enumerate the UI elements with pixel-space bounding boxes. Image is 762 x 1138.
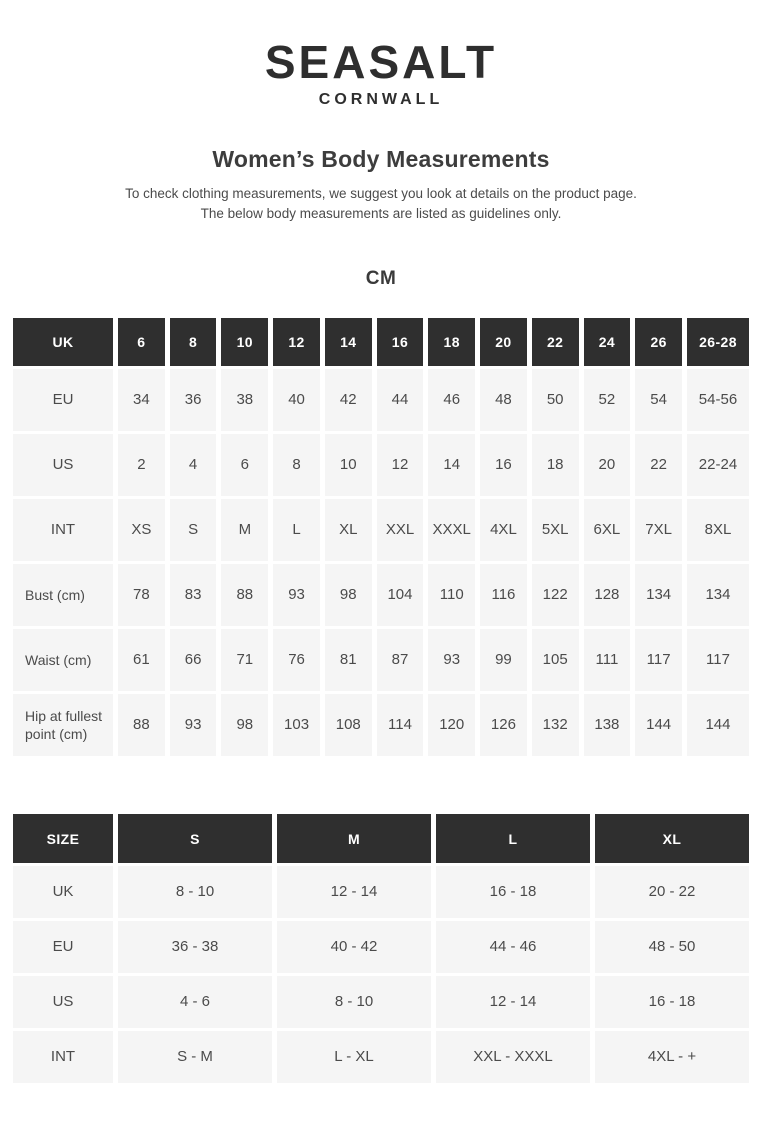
- row-label: INT: [13, 1031, 113, 1083]
- measurements-table: [13, 318, 749, 756]
- brand-logo: SEASALT: [264, 36, 498, 88]
- table-cell: L: [273, 499, 320, 561]
- table-cell: 12 - 14: [436, 976, 590, 1028]
- row-label: Waist (cm): [13, 629, 113, 691]
- table-cell: 6: [221, 434, 268, 496]
- table-cell: 76: [273, 629, 320, 691]
- table-cell: 22: [635, 434, 682, 496]
- table-cell: 108: [325, 694, 372, 756]
- table-cell: 40 - 42: [277, 921, 431, 973]
- table-cell: 8: [273, 434, 320, 496]
- table-cell: 40: [273, 369, 320, 431]
- table-cell: XL: [325, 499, 372, 561]
- table-cell: 48 - 50: [595, 921, 749, 973]
- table-cell: M: [221, 499, 268, 561]
- description-line-2: The below body measurements are listed as guidelines only.: [200, 205, 562, 221]
- column-header: M: [277, 814, 431, 863]
- table-cell: 93: [273, 564, 320, 626]
- description-line-1: To check clothing measurements, we suggest you look at details on the product page.: [125, 186, 637, 202]
- table-cell: 6XL: [584, 499, 631, 561]
- table-cell: 14: [428, 434, 475, 496]
- table-cell: 61: [118, 629, 165, 691]
- row-label: INT: [13, 499, 113, 561]
- page-title: Women’s Body Measurements: [212, 146, 550, 173]
- table-cell: 16 - 18: [436, 866, 590, 918]
- table-cell: 120: [428, 694, 475, 756]
- table-cell: 18: [532, 434, 579, 496]
- table-cell: 20: [584, 434, 631, 496]
- table-cell: 93: [170, 694, 217, 756]
- table-cell: 114: [377, 694, 424, 756]
- table-cell: 4XL - +: [595, 1031, 749, 1083]
- table-cell: 103: [273, 694, 320, 756]
- page-description: [0, 184, 762, 223]
- table-cell: L - XL: [277, 1031, 431, 1083]
- table-cell: XXXL: [428, 499, 475, 561]
- table-cell: 12: [377, 434, 424, 496]
- column-header: 22: [532, 318, 579, 366]
- column-header: 6: [118, 318, 165, 366]
- table-cell: 50: [532, 369, 579, 431]
- column-header: 16: [377, 318, 424, 366]
- column-header: 8: [170, 318, 217, 366]
- column-header: 14: [325, 318, 372, 366]
- table-cell: 34: [118, 369, 165, 431]
- table-cell: 8XL: [687, 499, 749, 561]
- table-cell: 8 - 10: [277, 976, 431, 1028]
- row-label: EU: [13, 921, 113, 973]
- table-cell: 36: [170, 369, 217, 431]
- table-cell: 16 - 18: [595, 976, 749, 1028]
- table-cell: 116: [480, 564, 527, 626]
- table-cell: XXL - XXXL: [436, 1031, 590, 1083]
- table-cell: S - M: [118, 1031, 272, 1083]
- table-cell: 8 - 10: [118, 866, 272, 918]
- table-cell: 44 - 46: [436, 921, 590, 973]
- table-cell: 134: [687, 564, 749, 626]
- table-cell: 4XL: [480, 499, 527, 561]
- table-cell: 132: [532, 694, 579, 756]
- table-cell: 110: [428, 564, 475, 626]
- table-cell: 44: [377, 369, 424, 431]
- table-cell: 4 - 6: [118, 976, 272, 1028]
- table-cell: 104: [377, 564, 424, 626]
- table-cell: 71: [221, 629, 268, 691]
- column-header: 24: [584, 318, 631, 366]
- table-cell: 144: [635, 694, 682, 756]
- column-header: 18: [428, 318, 475, 366]
- table-cell: 126: [480, 694, 527, 756]
- table-cell: 2: [118, 434, 165, 496]
- table-cell: 117: [635, 629, 682, 691]
- table-cell: XXL: [377, 499, 424, 561]
- table-cell: 128: [584, 564, 631, 626]
- table-cell: 78: [118, 564, 165, 626]
- table-cell: 46: [428, 369, 475, 431]
- table-cell: 93: [428, 629, 475, 691]
- column-header: 20: [480, 318, 527, 366]
- column-header: SIZE: [13, 814, 113, 863]
- table-cell: 105: [532, 629, 579, 691]
- column-header: UK: [13, 318, 113, 366]
- table-cell: 138: [584, 694, 631, 756]
- table-cell: 38: [221, 369, 268, 431]
- table-cell: 52: [584, 369, 631, 431]
- table-cell: 111: [584, 629, 631, 691]
- brand-header: [0, 38, 762, 109]
- table-cell: 66: [170, 629, 217, 691]
- table-cell: XS: [118, 499, 165, 561]
- table-cell: 99: [480, 629, 527, 691]
- table-cell: 7XL: [635, 499, 682, 561]
- table-cell: 134: [635, 564, 682, 626]
- row-label: Bust (cm): [13, 564, 113, 626]
- unit-label: CM: [365, 268, 397, 290]
- row-label: EU: [13, 369, 113, 431]
- table-cell: 54-56: [687, 369, 749, 431]
- table-cell: S: [170, 499, 217, 561]
- column-header: L: [436, 814, 590, 863]
- table-cell: 42: [325, 369, 372, 431]
- column-header: 26-28: [687, 318, 749, 366]
- column-header: 10: [221, 318, 268, 366]
- table-cell: 12 - 14: [277, 866, 431, 918]
- table-cell: 36 - 38: [118, 921, 272, 973]
- table-cell: 117: [687, 629, 749, 691]
- size-table: [13, 814, 749, 1083]
- table-cell: 5XL: [532, 499, 579, 561]
- row-label: UK: [13, 866, 113, 918]
- table-cell: 54: [635, 369, 682, 431]
- table-cell: 16: [480, 434, 527, 496]
- column-header: 26: [635, 318, 682, 366]
- column-header: XL: [595, 814, 749, 863]
- table-cell: 83: [170, 564, 217, 626]
- column-header: S: [118, 814, 272, 863]
- table-cell: 48: [480, 369, 527, 431]
- table-cell: 87: [377, 629, 424, 691]
- table-cell: 88: [221, 564, 268, 626]
- table-cell: 22-24: [687, 434, 749, 496]
- table-cell: 144: [687, 694, 749, 756]
- brand-sub-logo: CORNWALL: [318, 91, 444, 109]
- table-cell: 98: [221, 694, 268, 756]
- table-cell: 98: [325, 564, 372, 626]
- row-label: US: [13, 976, 113, 1028]
- row-label: Hip at fullest point (cm): [13, 694, 113, 756]
- table-cell: 81: [325, 629, 372, 691]
- table-cell: 10: [325, 434, 372, 496]
- table-cell: 122: [532, 564, 579, 626]
- column-header: 12: [273, 318, 320, 366]
- table-cell: 88: [118, 694, 165, 756]
- table-cell: 20 - 22: [595, 866, 749, 918]
- row-label: US: [13, 434, 113, 496]
- table-cell: 4: [170, 434, 217, 496]
